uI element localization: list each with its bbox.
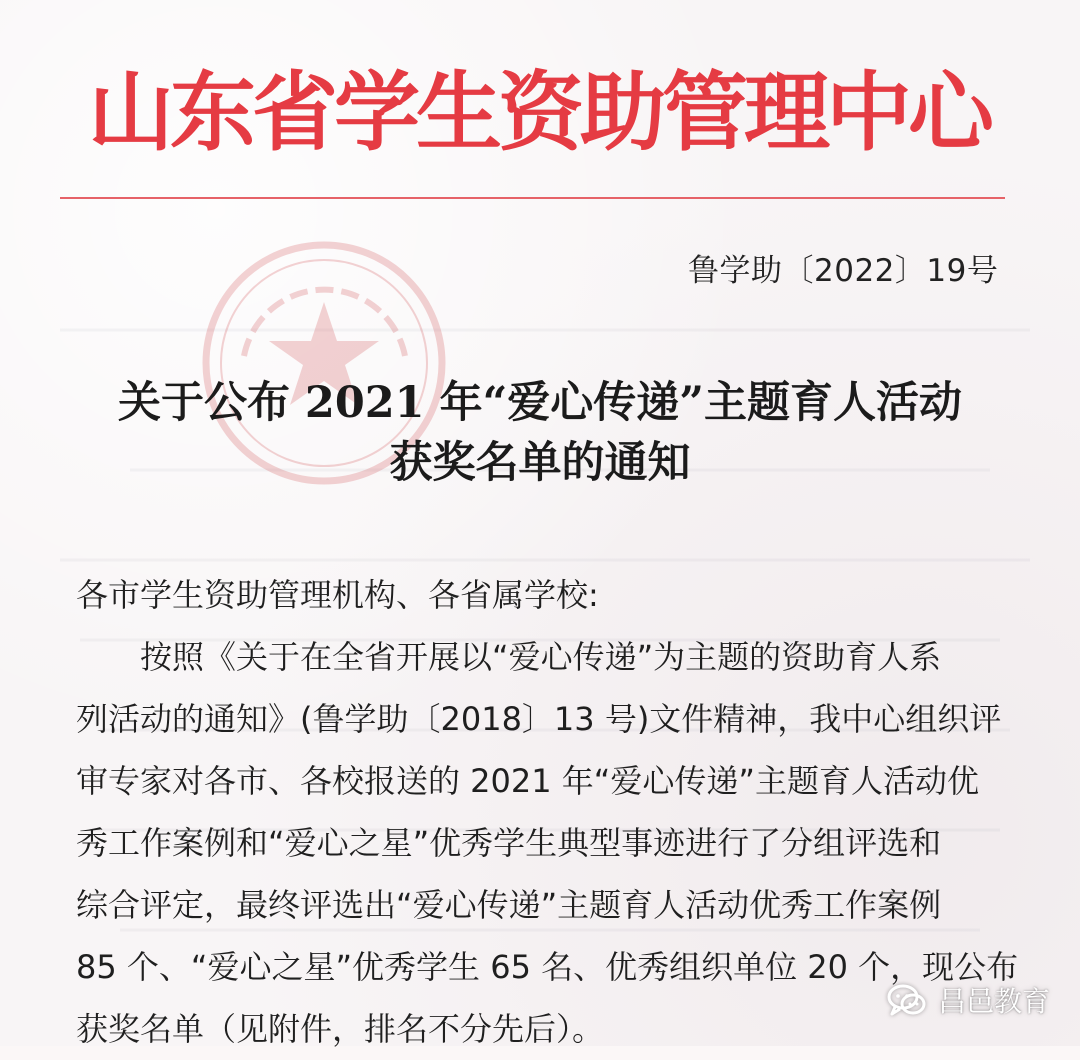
watermark-label: 昌邑教育 xyxy=(937,985,1050,1018)
body-line-7: 获奖名单（见附件，排名不分先后）。 xyxy=(76,1010,605,1048)
notice-title-line-2: 获奖名单的通知 xyxy=(389,438,691,488)
body-line-5: 综合评定，最终评选出“爱心传递”主题育人活动优秀工作案例 xyxy=(76,886,942,924)
notice-title-line-1: 关于公布 2021 年“爱心传递”主题育人活动 xyxy=(117,378,963,428)
body-line-1: 按照《关于在全省开展以“爱心传递”为主题的资助育人系 xyxy=(140,638,942,676)
body-line-4: 秀工作案例和“爱心之星”优秀学生典型事迹进行了分组评选和 xyxy=(76,824,942,862)
document-number: 鲁学助〔2022〕19号 xyxy=(688,253,999,289)
red-header-rule xyxy=(60,197,1005,199)
body-line-2: 列活动的通知》(鲁学助〔2018〕13 号)文件精神，我中心组织评 xyxy=(76,700,1002,738)
wechat-watermark xyxy=(886,980,1050,1020)
body-line-3: 审专家对各市、各校报送的 2021 年“爱心传递”主题育人活动优 xyxy=(76,762,979,800)
wechat-icon xyxy=(886,983,928,1017)
salutation: 各市学生资助管理机构、各省属学校: xyxy=(76,576,599,614)
body-line-6: 85 个、“爱心之星”优秀学生 65 名、优秀组织单位 20 个，现公布 xyxy=(76,948,1019,986)
notice-body xyxy=(76,564,1026,1060)
notice-title xyxy=(75,373,1005,493)
issuing-organization: 山东省学生资助管理中心 xyxy=(88,62,990,163)
